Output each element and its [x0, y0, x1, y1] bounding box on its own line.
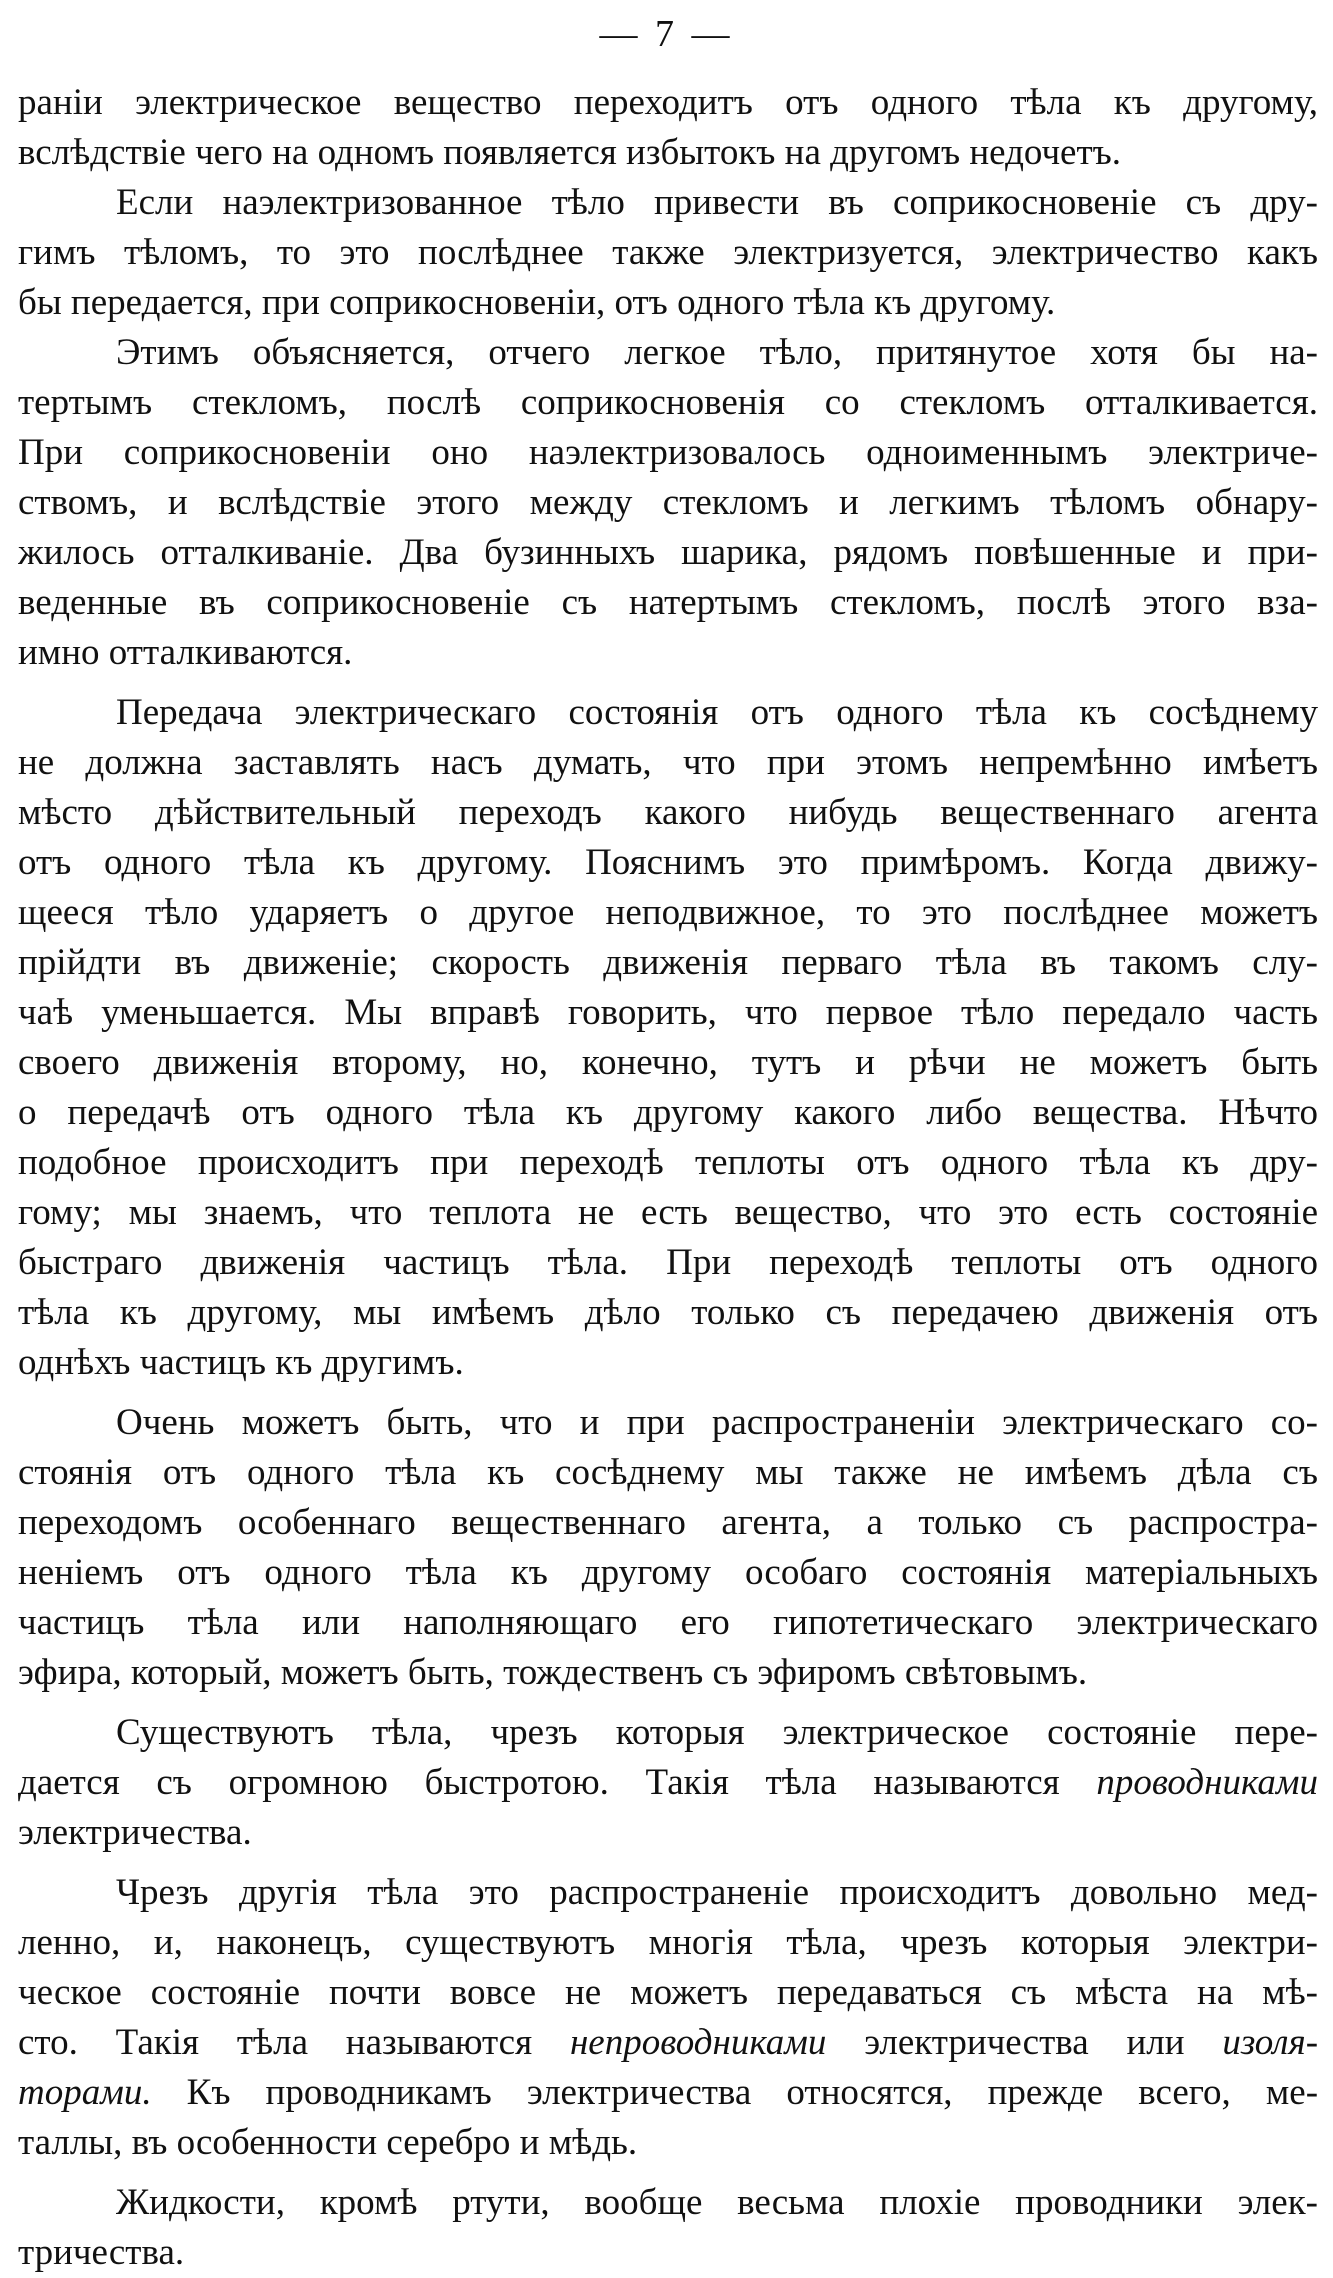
- text-line: ствомъ, и вслѣдствіе этого между стекломъ и легкимъ тѣломъ обнару-: [18, 482, 1318, 523]
- text-line: неніемъ отъ одного тѣла къ другому особаго состоянія матеріальныхъ: [18, 1552, 1318, 1593]
- text-line: тѣла къ другому, мы имѣемъ дѣло только съ передачею движенія отъ: [18, 1292, 1318, 1333]
- term-nonconductors: непроводниками: [569, 2022, 827, 2063]
- text-line: прійдти въ движеніе; скорость движенія перваго тѣла въ такомъ слу-: [18, 942, 1318, 983]
- text-line: Жидкости, кромѣ ртути, вообще весьма плохіе проводники элек-: [116, 2182, 1318, 2223]
- text-line: ческое состояніе почти вовсе не можетъ передаваться съ мѣста на мѣ-: [18, 1972, 1318, 2013]
- text-line: электричества.: [18, 1812, 252, 1853]
- text-line: таллы, въ особенности серебро и мѣдь.: [18, 2122, 638, 2163]
- text-line: Этимъ объясняется, отчего легкое тѣло, притянутое хотя бы на-: [116, 332, 1318, 373]
- text-line: Если наэлектризованное тѣло привести въ соприкосновеніе съ дру-: [116, 182, 1318, 223]
- text-line: подобное происходитъ при переходѣ теплоты отъ одного тѣла къ дру-: [18, 1142, 1318, 1183]
- text-line: эфира, который, можетъ быть, тождественъ съ эфиромъ свѣтовымъ.: [18, 1652, 1088, 1693]
- text-span: электричества или: [864, 2022, 1185, 2063]
- text-line: Передача электрическаго состоянія отъ одного тѣла къ сосѣднему: [116, 692, 1318, 733]
- text-line: гимъ тѣломъ, то это послѣднее также электризуется, электричество какъ: [18, 232, 1318, 273]
- text-line: быстраго движенія частицъ тѣла. При переходѣ теплоты отъ одного: [18, 1242, 1318, 1283]
- text-line: бы передается, при соприкосновеніи, отъ одного тѣла къ другому.: [18, 282, 1056, 323]
- term-insulators-part1: изоля-: [1222, 2022, 1318, 2063]
- text-line: частицъ тѣла или наполняющаго его гипотетическаго электрическаго: [18, 1602, 1318, 1643]
- text-line: веденные въ соприкосновеніе съ натертымъ стекломъ, послѣ этого вза-: [18, 582, 1318, 623]
- text-line: чаѣ уменьшается. Мы вправѣ говорить, что первое тѣло передало часть: [18, 992, 1318, 1033]
- text-line: о передачѣ отъ одного тѣла къ другому какого либо вещества. Нѣчто: [18, 1092, 1318, 1133]
- text-line: [18, 1758, 1318, 1808]
- text-line: мѣсто дѣйствительный переходъ какого нибудь вещественнаго агента: [18, 792, 1318, 833]
- term-insulators-part2: торами.: [18, 2072, 152, 2113]
- text-line: [18, 2018, 1318, 2068]
- text-span: сто. Такія тѣла называются: [18, 2022, 533, 2063]
- text-line: Существуютъ тѣла, чрезъ которыя электрическое состояніе пере-: [116, 1712, 1318, 1753]
- text-line: щееся тѣло ударяетъ о другое неподвижное, то это послѣднее можетъ: [18, 892, 1318, 933]
- text-line: ленно, и, наконецъ, существуютъ многія тѣла, чрезъ которыя электри-: [18, 1922, 1318, 1963]
- text-line: гому; мы знаемъ, что теплота не есть вещество, что это есть состояніе: [18, 1192, 1318, 1233]
- body-text: [18, 78, 1318, 2278]
- text-line: своего движенія второму, но, конечно, тутъ и рѣчи не можетъ быть: [18, 1042, 1318, 1083]
- text-line: вслѣдствіе чего на одномъ появляется избытокъ на другомъ недочетъ.: [18, 132, 1122, 173]
- text-line: Очень можетъ быть, что и при распространеніи электрическаго со-: [116, 1402, 1318, 1443]
- text-line: При соприкосновеніи оно наэлектризовалось одноименнымъ электриче-: [18, 432, 1318, 473]
- text-line: не должна заставлять насъ думать, что при этомъ непремѣнно имѣетъ: [18, 742, 1318, 783]
- text-line: стоянія отъ одного тѣла къ сосѣднему мы также не имѣемъ дѣла съ: [18, 1452, 1318, 1493]
- text-line: отъ одного тѣла къ другому. Пояснимъ это примѣромъ. Когда движу-: [18, 842, 1318, 883]
- text-line: тричества.: [18, 2232, 185, 2273]
- text-span: дается съ огромною быстротою. Такія тѣла называются: [18, 1762, 1060, 1803]
- text-line: раніи электрическое вещество переходитъ отъ одного тѣла къ другому,: [18, 82, 1318, 123]
- text-line: однѣхъ частицъ къ другимъ.: [18, 1342, 464, 1383]
- text-span: Къ проводникамъ электричества относятся, прежде всего, ме-: [186, 2072, 1318, 2113]
- text-line: имно отталкиваются.: [18, 632, 353, 673]
- text-line: [18, 2068, 1318, 2118]
- text-line: переходомъ особеннаго вещественнаго агента, а только съ распростра-: [18, 1502, 1318, 1543]
- text-line: жилось отталкиваніе. Два бузинныхъ шарика, рядомъ повѣшенные и при-: [18, 532, 1318, 573]
- page-number: — 7 —: [599, 13, 734, 55]
- text-line: тертымъ стекломъ, послѣ соприкосновенія со стекломъ отталкивается.: [18, 382, 1318, 423]
- term-conductors: проводниками: [1096, 1762, 1318, 1803]
- text-line: Чрезъ другія тѣла это распространеніе происходитъ довольно мед-: [116, 1872, 1318, 1913]
